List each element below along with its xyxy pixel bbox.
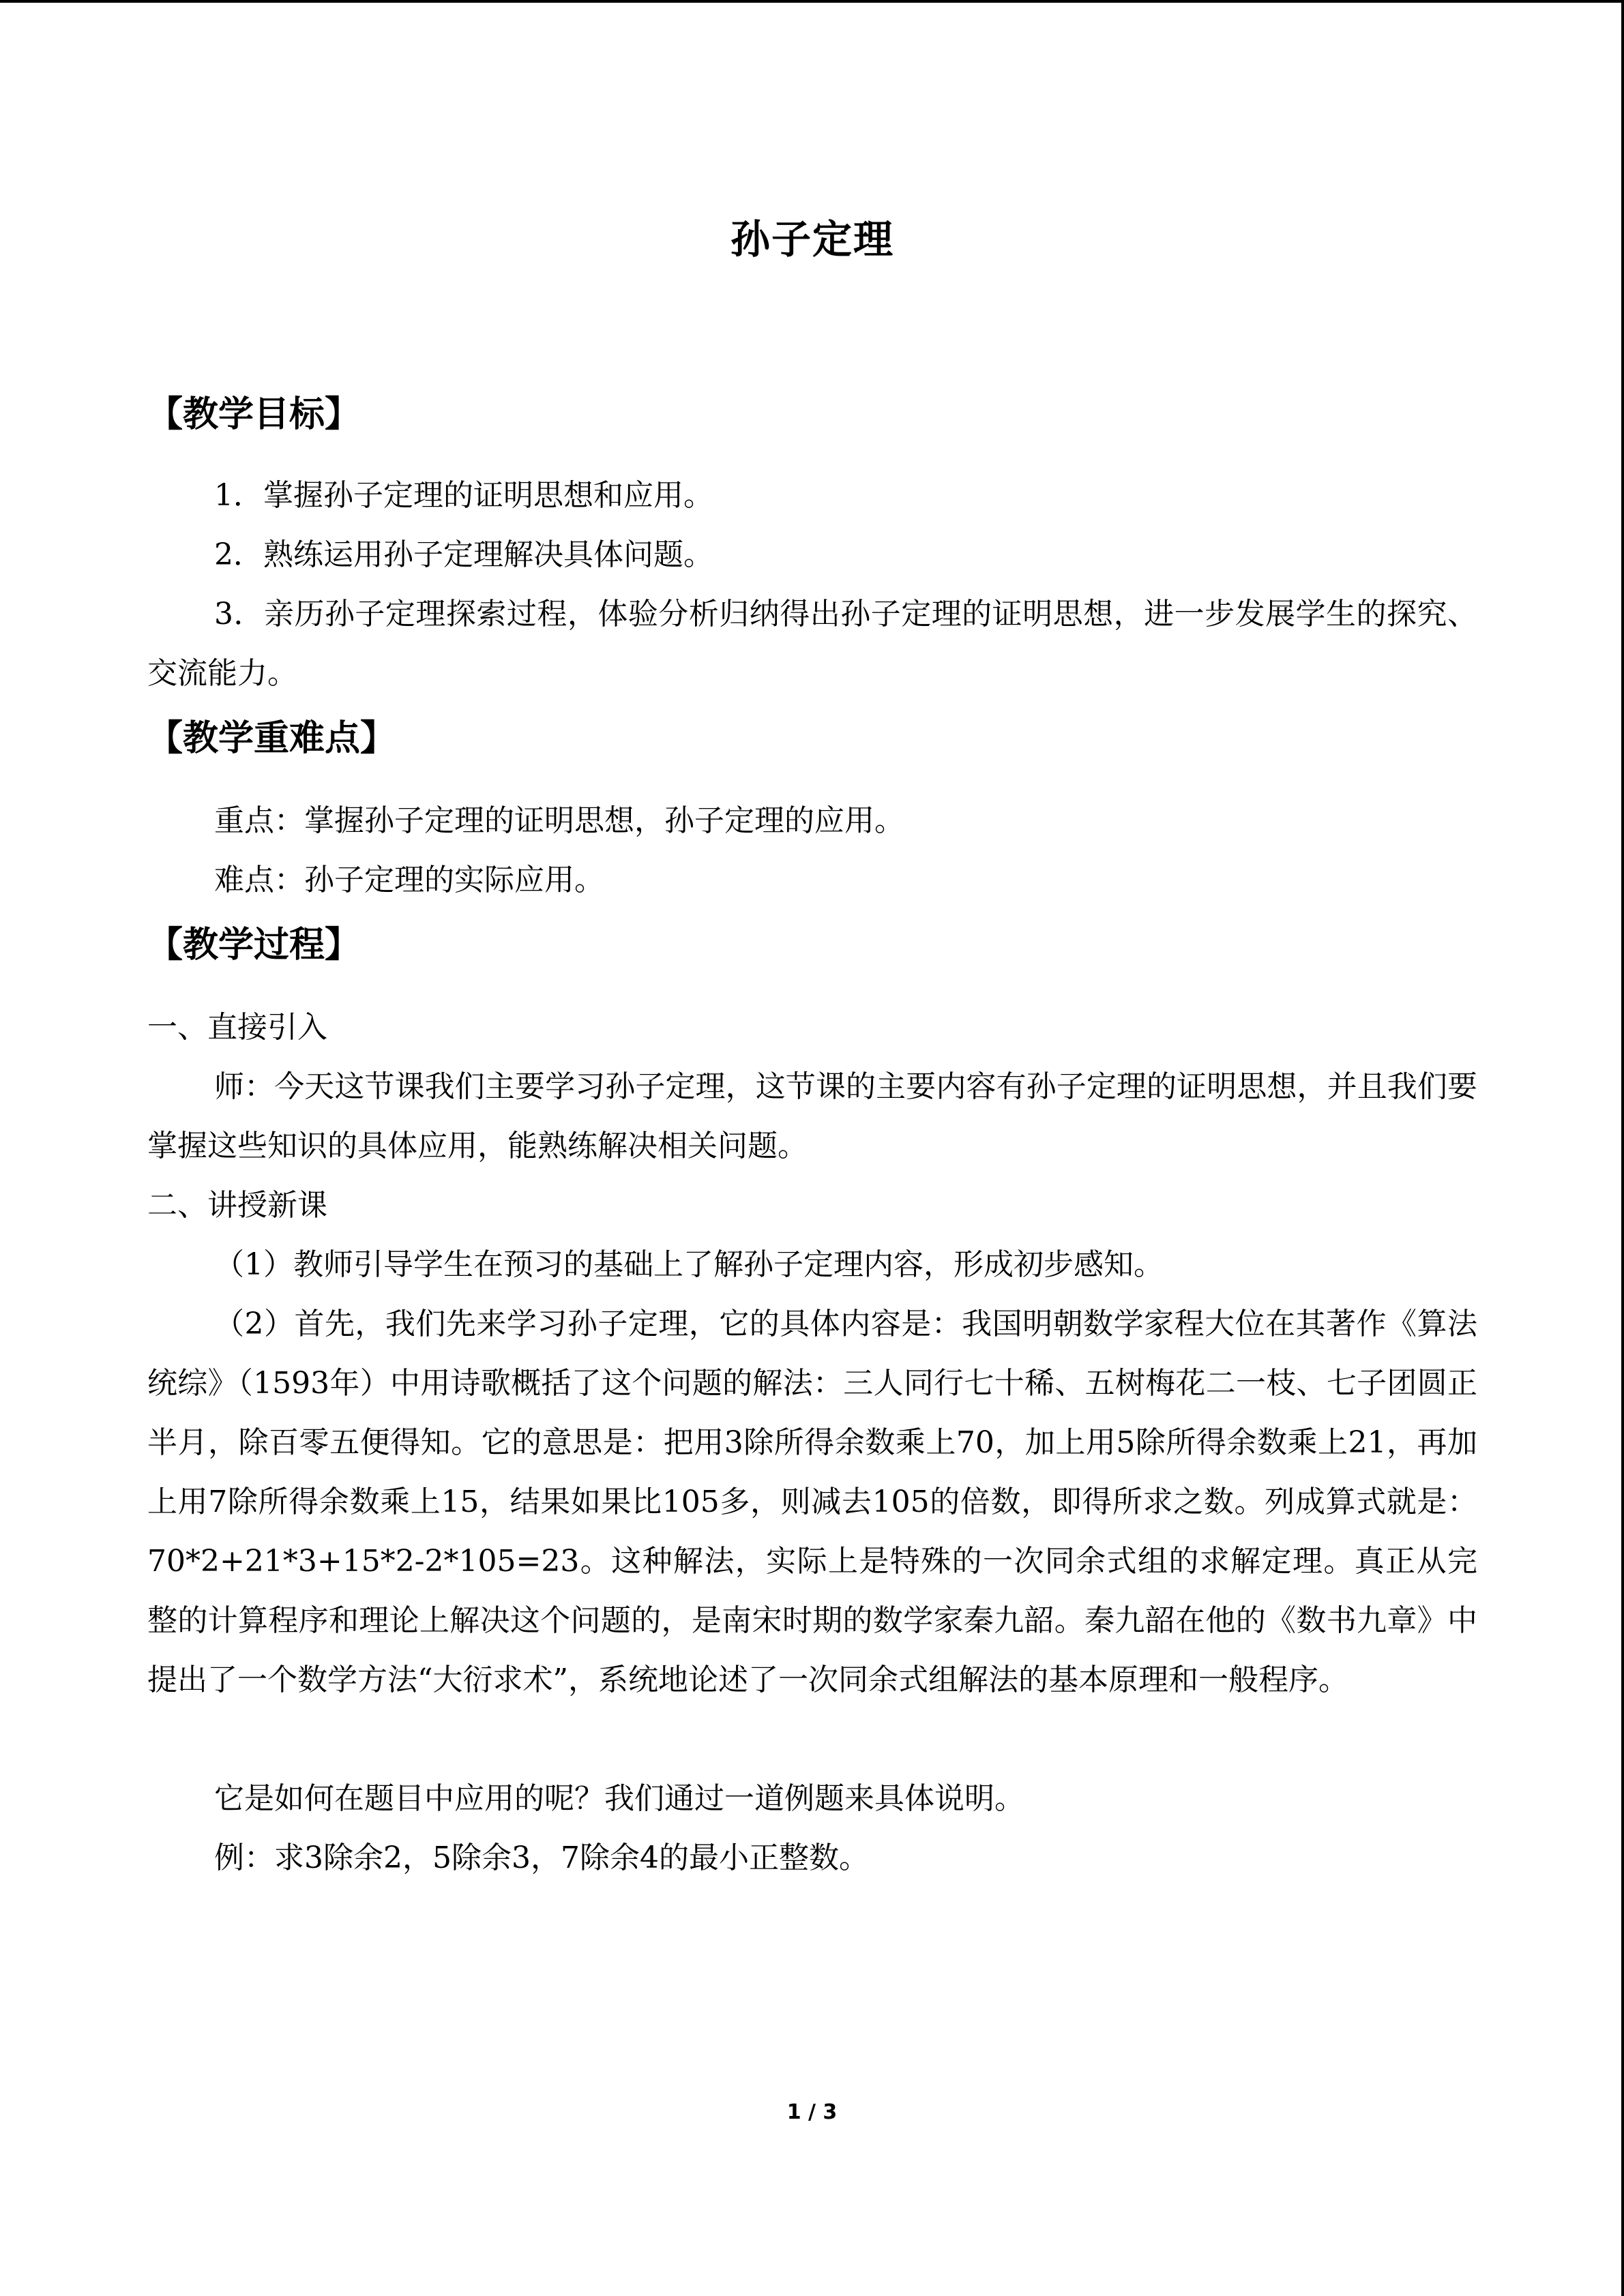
objective-item-1: 1．掌握孙子定理的证明思想和应用。 — [214, 478, 713, 513]
process-heading: 【教学过程】 — [147, 924, 361, 966]
key-points-heading: 【教学重难点】 — [147, 717, 396, 759]
objective-item-2: 2．熟练运用孙子定理解决具体问题。 — [214, 537, 713, 572]
question-text: 它是如何在题目中应用的呢？我们通过一道例题来具体说明。 — [214, 1781, 1024, 1816]
document-title: 孙子定理 — [730, 216, 894, 263]
example-text: 例：求3除余2，5除余3，7除余4的最小正整数。 — [214, 1840, 869, 1875]
page-border-right — [1621, 0, 1624, 2296]
page-number: 1 / 3 — [786, 2100, 838, 2124]
part1-text: 师：今天这节课我们主要学习孙子定理，这节课的主要内容有孙子定理的证明思想，并且我们要掌握这些知识的具体应用，能熟练解决相关问题。 — [147, 1069, 1477, 1163]
part2-title: 二、讲授新课 — [147, 1188, 327, 1223]
key-point-item-1: 重点：掌握孙子定理的证明思想，孙子定理的应用。 — [214, 803, 904, 838]
part1-title: 一、直接引入 — [147, 1010, 327, 1045]
page-border-top — [0, 0, 1624, 3]
step1-text: （1）教师引导学生在预习的基础上了解孙子定理内容，形成初步感知。 — [214, 1247, 1164, 1282]
objective-item-3: 3．亲历孙子定理探索过程，体验分析归纳得出孙子定理的证明思想，进一步发展学生的探究、交流能力。 — [147, 597, 1477, 691]
objectives-heading: 【教学目标】 — [147, 393, 361, 435]
step2-text: （2）首先，我们先来学习孙子定理，它的具体内容是：我国明朝数学家程大位在其著作《算法统综》（1593年）中用诗歌概括了这个问题的解法：三人同行七十稀、五树梅花二一枝、七子团圆正半月，除百零五便得知。它的意思是：把用3除所得余数乘上70，加上用5除所得余数乘上21，再加上用7除所得余数乘上15，结果如果比105多，则减去105的倍数，即得所求之数。列成算式就是：70*2+21*3+15*2-2*105=23。这种解法，实际上是特殊的一次同余式组的求解定理。真正从完整的计算程序和理论上解决这个问题的，是南宋时期的数学家秦九韶。秦九韶在他的《数书九章》中提出了一个数学方法“大衍求术”，系统地论述了一次同余式组解法的基本原理和一般程序。 — [147, 1307, 1477, 1697]
key-point-item-2: 难点：孙子定理的实际应用。 — [214, 863, 604, 897]
